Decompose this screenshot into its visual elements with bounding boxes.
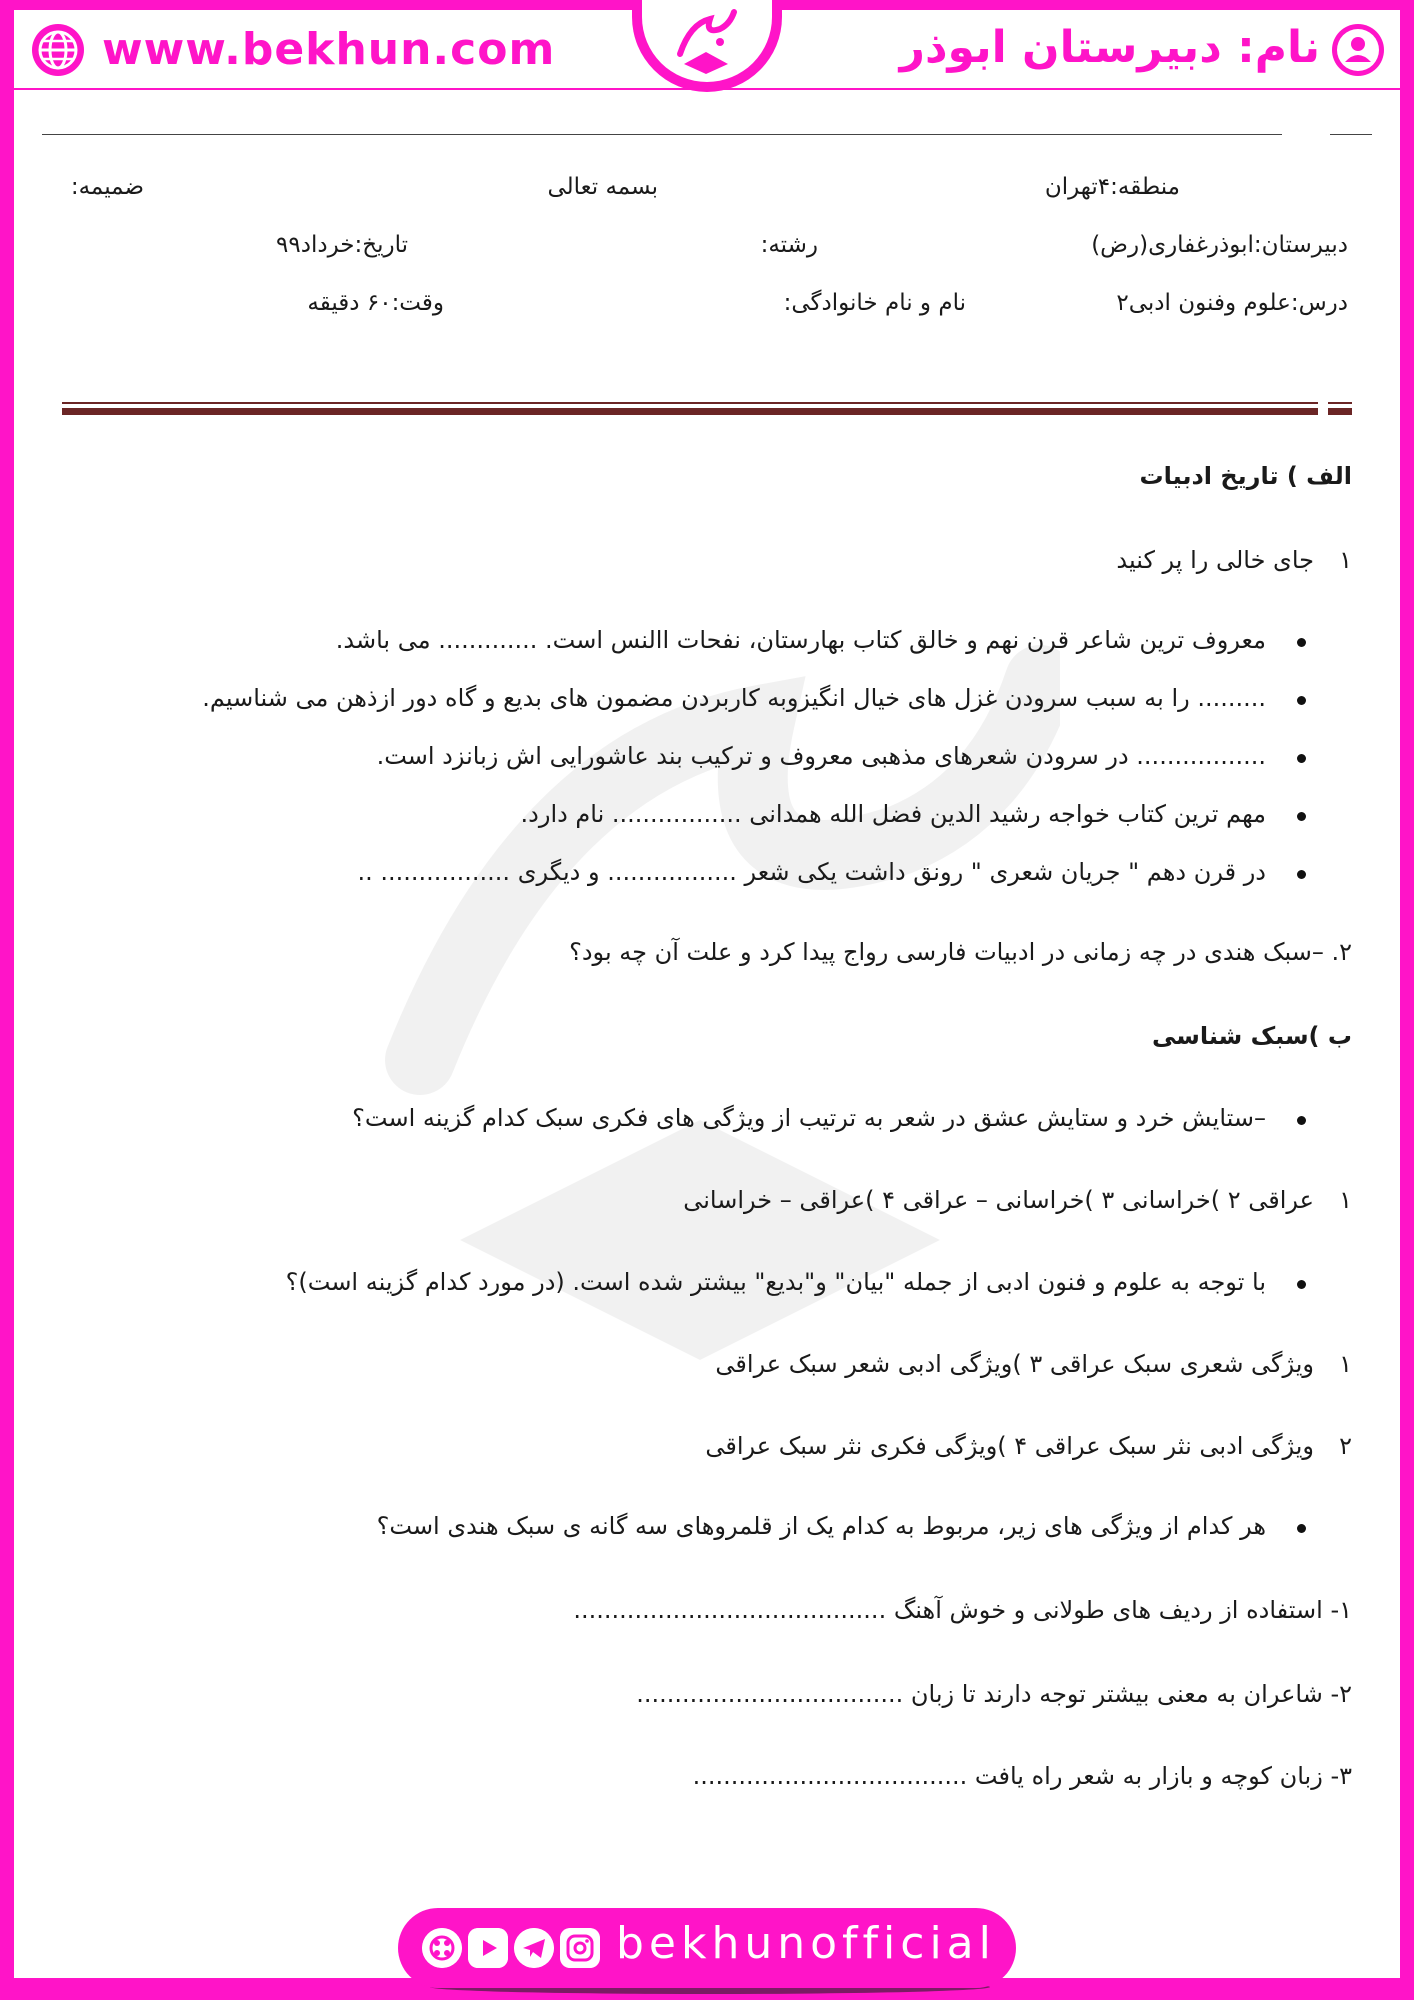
aparat-icon[interactable] <box>422 1928 462 1968</box>
school-name: دبیرستان:ابوذرغفاری(رض) <box>1091 232 1348 258</box>
q1-item-1: معروف ترین شاعر قرن نهم و خالق کتاب بهارستان، نفحات االنس است. ............. می باشد. <box>335 626 1266 654</box>
youtube-icon[interactable] <box>468 1928 508 1968</box>
info-divider-short-top <box>1328 402 1352 404</box>
q2-text: ۲. –سبک هندی در چه زمانی در ادبیات فارسی رواج پیدا کرد و علت آن چه بود؟ <box>569 938 1352 966</box>
style-question-1: –ستایش خرد و ستایش عشق در شعر به ترتیب از ویژگی های فکری سبک کدام گزینه است؟ <box>352 1104 1266 1132</box>
bullet-dot <box>1297 812 1306 821</box>
q1-item-5: در قرن دهم " جریان شعری " رونق داشت یکی شعر ................. و دیگری ................. .. <box>357 858 1266 886</box>
bullet-dot <box>1297 1116 1306 1125</box>
q1-item-4: مهم ترین کتاب خواجه رشید الدین فضل الله همدانی ................. نام دارد. <box>520 800 1266 828</box>
bekhun-logo <box>670 4 744 78</box>
site-url-link[interactable]: www.bekhun.com <box>102 24 556 75</box>
time-label: وقت:۶۰ دقیقه <box>307 290 444 316</box>
options2a-number: ۱ <box>1339 1350 1352 1378</box>
bullet-dot <box>1297 1524 1306 1533</box>
options-1: عراقی ۲ )خراسانی ۳ )خراسانی – عراقی ۴ )عراقی – خراسانی <box>683 1186 1314 1214</box>
info-divider-short <box>1328 408 1352 415</box>
social-handle[interactable]: bekhunofficial <box>616 1918 996 1969</box>
options-2b: ویژگی ادبی نثر سبک عراقی ۴ )ویژگی فکری نثر سبک عراقی <box>705 1432 1314 1460</box>
style-question-2: با توجه به علوم و فنون ادبی از جمله "بیان" و"بدیع" بیشتر شده است. (در مورد کدام گزینه است)؟ <box>285 1268 1266 1296</box>
bullet-dot <box>1297 870 1306 879</box>
instagram-icon[interactable] <box>560 1928 600 1968</box>
student-name-label: نام و نام خانوادگی: <box>783 290 966 316</box>
info-divider-top <box>62 402 1318 404</box>
options2b-number: ۲ <box>1339 1432 1352 1460</box>
options-2a: ویژگی شعری سبک عراقی ۳ )ویژگی ادبی شعر سبک عراقی <box>715 1350 1314 1378</box>
options1-number: ۱ <box>1339 1186 1352 1214</box>
subject-label: درس:علوم وفنون ادبی۲ <box>1116 290 1348 316</box>
region-label: منطقه:۴تهران <box>1044 174 1180 200</box>
telegram-icon[interactable] <box>514 1928 554 1968</box>
info-divider <box>62 408 1318 415</box>
bismillah: بسمه تعالی <box>547 174 658 200</box>
attachment-label: ضمیمه: <box>70 174 144 200</box>
bullet-dot <box>1297 638 1306 647</box>
q1-item-3: ................. در سرودن شعرهای مذهبی معروف و ترکیب بند عاشورایی اش زبانزد است. <box>376 742 1266 770</box>
sub-question-3: ۳- زبان کوچه و بازار به شعر راه یافت .................................... <box>692 1762 1352 1790</box>
sub-question-1: ۱- استفاده از ردیف های طولانی و خوش آهنگ ......................................... <box>573 1596 1352 1624</box>
section-a-title: الف ) تاریخ ادبیات <box>1139 462 1352 490</box>
sub-question-2: ۲- شاعران به معنی بیشتر توجه دارند تا زبان ................................... <box>636 1680 1352 1708</box>
bullet-dot <box>1297 754 1306 763</box>
q1-item-2: ......... را به سبب سرودن غزل های خیال انگیزوبه کاربردن مضمون های بدیع و گاه دور ازذهن می شناسیم. <box>202 684 1266 712</box>
bullet-dot <box>1297 696 1306 705</box>
globe-icon[interactable] <box>30 22 86 78</box>
bullet-dot <box>1297 1280 1306 1289</box>
user-icon <box>1330 22 1386 78</box>
q1-text: جای خالی را پر کنید <box>1116 546 1314 574</box>
style-question-3: هر کدام از ویژگی های زیر، مربوط به کدام یک از قلمروهای سه گانه ی سبک هندی است؟ <box>376 1512 1266 1540</box>
section-b-title: ب )سبک شناسی <box>1151 1022 1352 1050</box>
q1-number: ۱ <box>1339 546 1352 574</box>
date-label: تاریخ:خرداد۹۹ <box>275 232 408 258</box>
header-rule-short <box>1330 134 1372 135</box>
header-rule <box>42 134 1282 135</box>
field-label: رشته: <box>760 232 818 258</box>
school-title: نام: دبیرستان ابوذر <box>899 22 1320 73</box>
social-bar <box>398 1908 1016 1988</box>
